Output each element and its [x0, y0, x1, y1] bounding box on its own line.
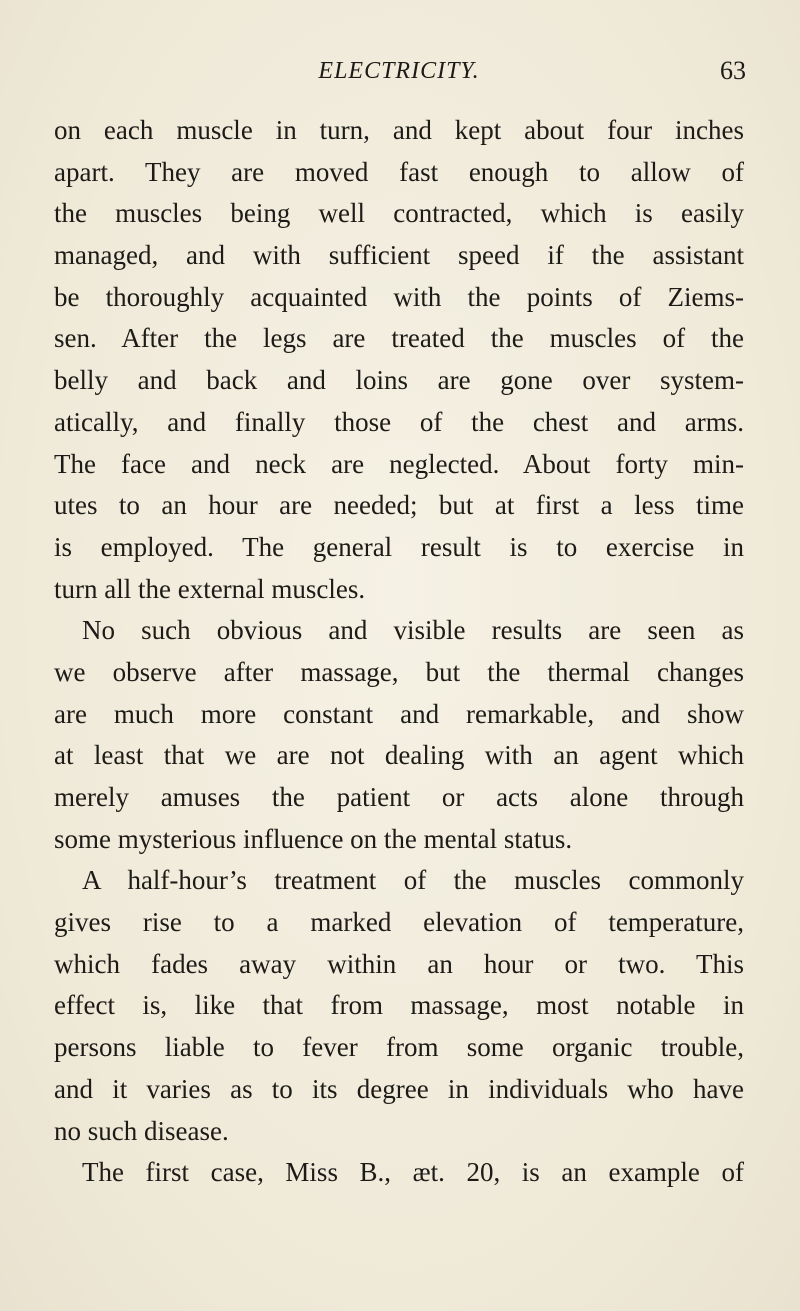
text-line: the muscles being well contracted, which is easily: [54, 198, 744, 229]
text-line: sen. After the legs are treated the muscles of the: [54, 323, 744, 354]
text-line: The face and neck are neglected. About forty min-: [54, 448, 744, 479]
text-line: are much more constant and remarkable, and show: [54, 698, 744, 729]
text-line: A half-hour’s treatment of the muscles commonly: [82, 865, 744, 896]
text-line: apart. They are moved fast enough to allow of: [54, 156, 744, 187]
text-line: be thoroughly acquainted with the points of Ziems-: [54, 281, 744, 312]
text-line: no such disease.: [54, 1115, 229, 1146]
text-line: some mysterious influence on the mental status.: [54, 823, 573, 854]
text-line: is employed. The general result is to exercise in: [54, 531, 744, 562]
text-line: belly and back and loins are gone over system-: [54, 365, 744, 396]
text-line: turn all the external muscles.: [54, 573, 366, 604]
text-line: persons liable to fever from some organic trouble,: [54, 1032, 744, 1063]
text-line: merely amuses the patient or acts alone through: [54, 782, 744, 812]
text-line: and it varies as to its degree in individuals who have: [54, 1073, 744, 1104]
text-line: managed, and with sufficient speed if the assistant: [54, 240, 744, 271]
text-line: effect is, like that from massage, most notable in: [54, 990, 744, 1021]
text-line: we observe after massage, but the thermal changes: [54, 656, 744, 687]
page-number: 63: [720, 56, 746, 85]
body-text: [54, 110, 744, 1194]
text-line: The first case, Miss B., æt. 20, is an example of: [82, 1157, 744, 1188]
text-line: at least that we are not dealing with an agent which: [54, 740, 744, 771]
text-line: on each muscle in turn, and kept about four inches: [54, 115, 744, 145]
text-line: No such obvious and visible results are seen as: [82, 615, 744, 646]
page-header: [52, 52, 746, 92]
text-line: which fades away within an hour or two. This: [54, 948, 744, 979]
text-line: gives rise to a marked elevation of temperature,: [54, 907, 744, 938]
running-head: ELECTRICITY.: [318, 58, 480, 84]
text-line: atically, and finally those of the chest and arms.: [54, 406, 744, 437]
text-line: utes to an hour are needed; but at first a less time: [54, 490, 744, 521]
